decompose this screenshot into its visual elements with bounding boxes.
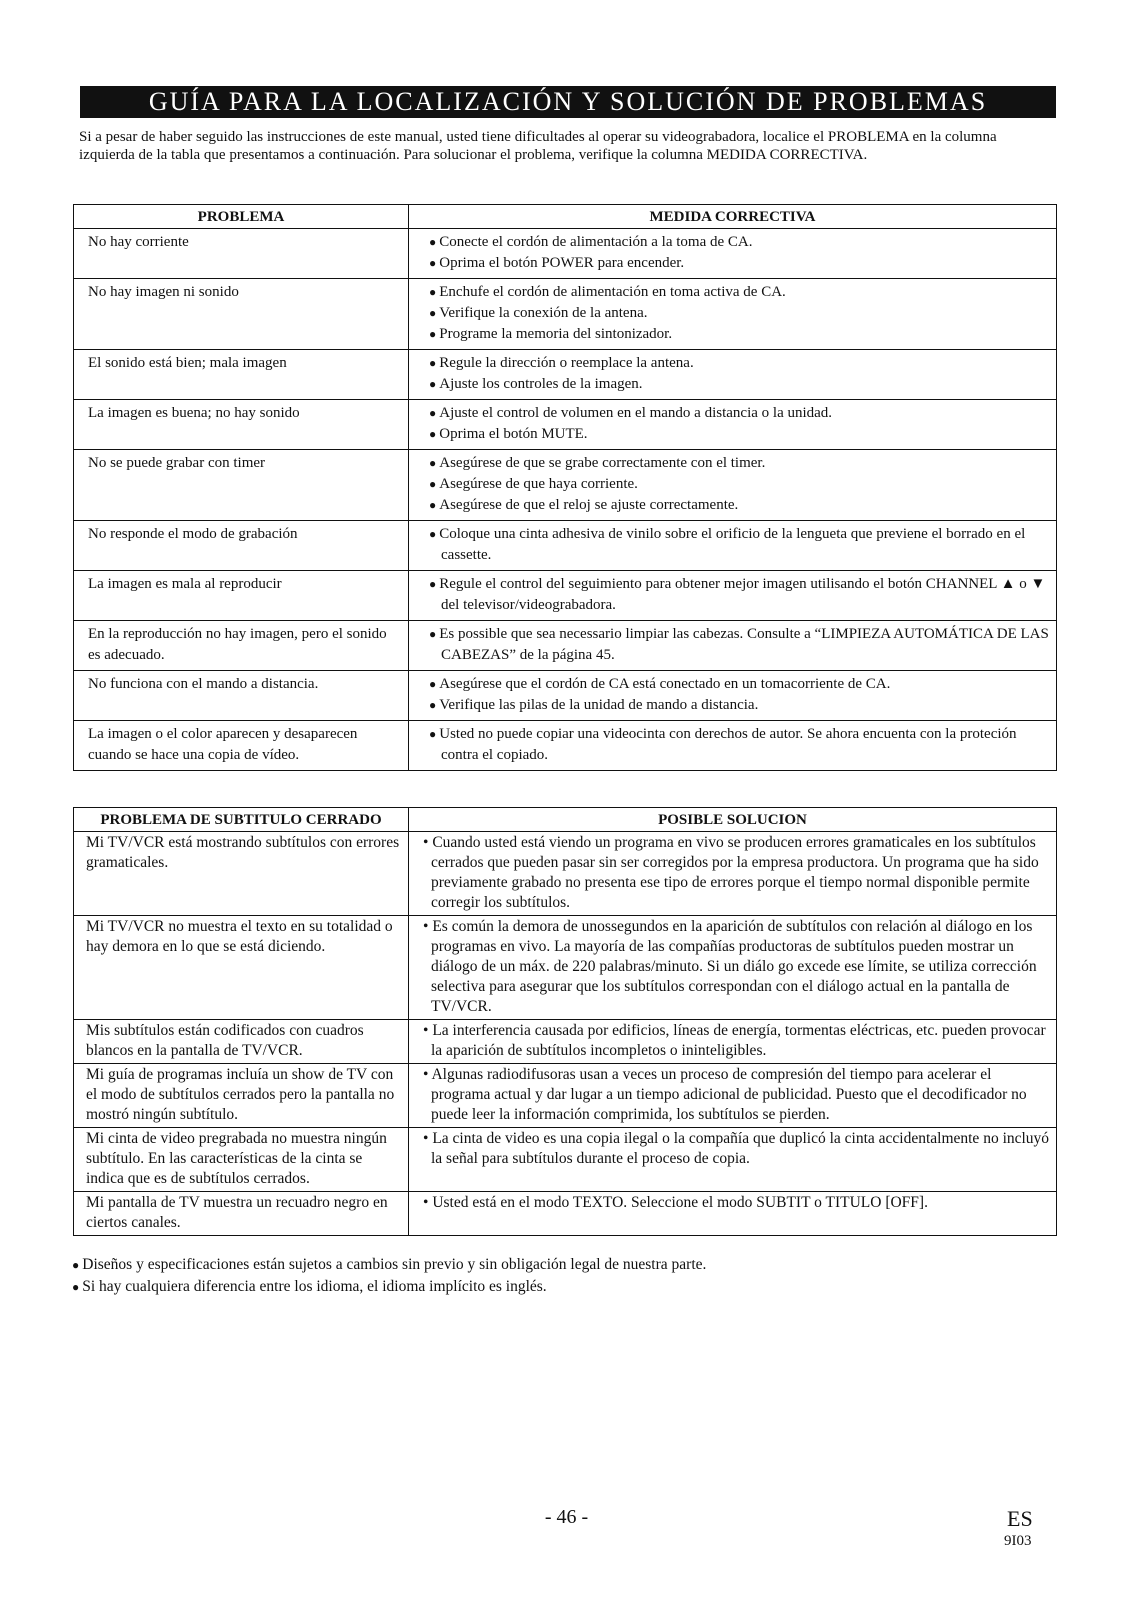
header-problem: PROBLEMA	[74, 205, 409, 229]
bullet-icon: ●	[429, 456, 440, 470]
bullet-icon: ●	[429, 577, 440, 591]
header-corrective-action: MEDIDA CORRECTIVA	[409, 205, 1057, 229]
bullet-icon: ●	[429, 306, 440, 320]
table-row	[74, 1128, 1057, 1192]
problem-cell: En la reproducción no hay imagen, pero el sonido es adecuado.	[74, 621, 409, 671]
bullet-icon: ●	[429, 356, 440, 370]
solution-cell	[409, 671, 1057, 721]
bullet-icon: ●	[429, 427, 440, 441]
table-row	[74, 1020, 1057, 1064]
table-row	[74, 721, 1057, 771]
bullet-icon: •	[423, 1066, 432, 1083]
bullet-icon: ●	[429, 677, 440, 691]
problem-cell: No funciona con el mando a distancia.	[74, 671, 409, 721]
table-row	[74, 450, 1057, 521]
table-row	[74, 1064, 1057, 1128]
solution-cell	[409, 721, 1057, 771]
cc-problem-cell: Mi guía de programas incluía un show de TV con el modo de subtítulos cerrados pero la pantalla no mostró ningún subtítulo.	[74, 1064, 409, 1128]
table-row	[74, 400, 1057, 450]
problem-cell: No responde el modo de grabación	[74, 521, 409, 571]
cc-problem-cell: Mi cinta de video pregrabada no muestra ningún subtítulo. En las características de la cinta se indica que es de subtítulos cerrados.	[74, 1128, 409, 1192]
page-number: - 46 -	[544, 1506, 589, 1528]
bullet-icon: ●	[429, 698, 440, 712]
bullet-icon: ●	[429, 406, 440, 420]
bullet-icon: ●	[72, 1258, 83, 1272]
cc-problem-cell: Mi TV/VCR está mostrando subtítulos con errores gramaticales.	[74, 832, 409, 916]
solution-cell	[409, 279, 1057, 350]
table-row	[74, 571, 1057, 621]
table-row	[74, 1192, 1057, 1236]
bullet-icon: •	[423, 1194, 433, 1211]
bullet-icon: ●	[429, 235, 440, 249]
solution-item: ● Ajuste los controles de la imagen.	[429, 376, 643, 392]
cc-problem-cell: Mi TV/VCR no muestra el texto en su totalidad o hay demora en lo que se está diciendo.	[74, 916, 409, 1020]
solution-item: ● Ajuste el control de volumen en el mando a distancia o la unidad.	[429, 405, 833, 421]
solution-item: ● Verifique las pilas de la unidad de mando a distancia.	[429, 697, 759, 713]
bullet-icon: ●	[429, 256, 440, 270]
solution-item: ● Programe la memoria del sintonizador.	[429, 326, 673, 342]
solution-cell	[409, 350, 1057, 400]
solution-item: ● Usted no puede copiar una videocinta con derechos de autor. Se ahora encuenta con la proteción contra el copiado.	[429, 726, 1017, 763]
solution-item: ● Oprima el botón MUTE.	[429, 426, 588, 442]
closed-caption-table	[73, 807, 1057, 1236]
solution-cell	[409, 400, 1057, 450]
solution-item: ● Asegúrese de que el reloj se ajuste correctamente.	[429, 497, 739, 513]
solution-item: ● Regule el control del seguimiento para obtener mejor imagen utilisando el botón CHANNEL ▲ o ▼ del televisor/videograbadora.	[429, 576, 1046, 613]
troubleshooting-table-body	[74, 229, 1057, 771]
table-row	[74, 671, 1057, 721]
solution-item: ● Enchufe el cordón de alimentación en toma activa de CA.	[429, 284, 786, 300]
cc-solution-cell: • Es común la demora de unossegundos en la aparición de subtítulos con relación al diálogo en los programas en vivo. La mayoría de las compañías productoras de subtítulos pueden mostrar un diálogo de un máx. de 220 palabras/minuto. Si un diálo go excede ese límite, se utiliza corrección selectiva para asegurar que los subtítulos correspondan con el diálogo actual en la pantalla de TV/VCR.	[409, 916, 1057, 1020]
bullet-icon: ●	[429, 285, 440, 299]
table-row	[74, 350, 1057, 400]
cc-solution-cell: • Algunas radiodifusoras usan a veces un proceso de compresión del tiempo para acelerar el programa actual y dar lugar a un tiempo adicional de publicidad. Puesto que el decodificador no puede leer la información comprimida, los subtítulos se pierden.	[409, 1064, 1057, 1128]
table-row	[74, 832, 1057, 916]
solution-item: ● Regule la dirección o reemplace la antena.	[429, 355, 694, 371]
table-row	[74, 229, 1057, 279]
cc-solution-cell: • La cinta de video es una copia ilegal o la compañía que duplicó la cinta accidentalmente no incluyó la señal para subtítulos durante el proceso de copia.	[409, 1128, 1057, 1192]
problem-cell: La imagen es mala al reproducir	[74, 571, 409, 621]
solution-item: ● Coloque una cinta adhesiva de vinilo sobre el orificio de la lengueta que previene el borrado en el cassette.	[429, 526, 1026, 563]
cc-solution-cell: • La interferencia causada por edificios, líneas de energía, tormentas eléctricas, etc. pueden provocar la aparición de subtítulos incompletos o ininteligibles.	[409, 1020, 1057, 1064]
solution-item: ● Asegúrese de que se grabe correctamente con el timer.	[429, 455, 766, 471]
problem-cell: La imagen es buena; no hay sonido	[74, 400, 409, 450]
solution-item: ● Verifique la conexión de la antena.	[429, 305, 648, 321]
bullet-icon: ●	[72, 1280, 83, 1294]
header-possible-solution: POSIBLE SOLUCION	[409, 808, 1057, 832]
solution-item: ● Asegúrese de que haya corriente.	[429, 476, 638, 492]
table-row	[74, 279, 1057, 350]
problem-cell: No se puede grabar con timer	[74, 450, 409, 521]
bullet-icon: ●	[429, 327, 440, 341]
bullet-icon: •	[423, 1022, 433, 1039]
troubleshooting-table	[73, 204, 1057, 771]
problem-cell: La imagen o el color aparecen y desaparecen cuando se hace una copia de vídeo.	[74, 721, 409, 771]
language-code: ES	[1007, 1506, 1033, 1531]
problem-cell: El sonido está bien; mala imagen	[74, 350, 409, 400]
page-title: GUÍA PARA LA LOCALIZACIÓN Y SOLUCIÓN DE PROBLEMAS	[80, 86, 1056, 118]
solution-cell	[409, 571, 1057, 621]
solution-item: ● Es possible que sea necessario limpiar las cabezas. Consulte a “LIMPIEZA AUTOMÁTICA DE LAS CABEZAS” de la página 45.	[429, 626, 1049, 663]
solution-item: ● Conecte el cordón de alimentación a la toma de CA.	[429, 234, 753, 250]
solution-cell	[409, 229, 1057, 279]
bullet-icon: ●	[429, 627, 440, 641]
table-row	[74, 916, 1057, 1020]
solution-cell	[409, 450, 1057, 521]
cc-solution-cell: • Usted está en el modo TEXTO. Seleccione el modo SUBTIT o TITULO [OFF].	[409, 1192, 1057, 1236]
bullet-icon: ●	[429, 527, 440, 541]
bullet-icon: ●	[429, 727, 440, 741]
solution-cell	[409, 521, 1057, 571]
header-cc-problem: PROBLEMA DE SUBTITULO CERRADO	[74, 808, 409, 832]
bullet-icon: ●	[429, 498, 440, 512]
bullet-icon: ●	[429, 477, 440, 491]
problem-cell: No hay corriente	[74, 229, 409, 279]
note-item: ● Diseños y especificaciones están sujetos a cambios sin previo y sin obligación legal de nuestra parte.	[72, 1256, 707, 1273]
footer-notes	[70, 1254, 1050, 1298]
table-row	[74, 621, 1057, 671]
cc-problem-cell: Mis subtítulos están codificados con cuadros blancos en la pantalla de TV/VCR.	[74, 1020, 409, 1064]
bullet-icon: •	[423, 1130, 433, 1147]
document-code: 9I03	[1004, 1533, 1032, 1549]
note-item: ● Si hay cualquiera diferencia entre los idioma, el idioma implícito es inglés.	[72, 1278, 547, 1295]
solution-item: ● Oprima el botón POWER para encender.	[429, 255, 685, 271]
solution-cell	[409, 621, 1057, 671]
closed-caption-table-body	[74, 832, 1057, 1236]
solution-item: ● Asegúrese que el cordón de CA está conectado en un tomacorriente de CA.	[429, 676, 891, 692]
bullet-icon: ●	[429, 377, 440, 391]
cc-solution-cell: • Cuando usted está viendo un programa en vivo se producen errores gramaticales en los subtítulos cerrados que pueden pasar sin ser corregidos por la empresa productora. Un programa que ha sido previamente grabado no presenta ese tipo de errores porque el tiempo normal disponible permite corregir los subtítulos.	[409, 832, 1057, 916]
bullet-icon: •	[423, 834, 433, 851]
intro-paragraph: Si a pesar de haber seguido las instrucciones de este manual, usted tiene dificultades al operar su videograbadora, localice el PROBLEMA en la columna izquierda de la tabla que presentamos a continuación. Para solucionar el problema, verifique la columna MEDIDA CORRECTIVA.	[79, 129, 997, 163]
bullet-icon: •	[423, 918, 433, 935]
problem-cell: No hay imagen ni sonido	[74, 279, 409, 350]
table-row	[74, 521, 1057, 571]
cc-problem-cell: Mi pantalla de TV muestra un recuadro negro en ciertos canales.	[74, 1192, 409, 1236]
